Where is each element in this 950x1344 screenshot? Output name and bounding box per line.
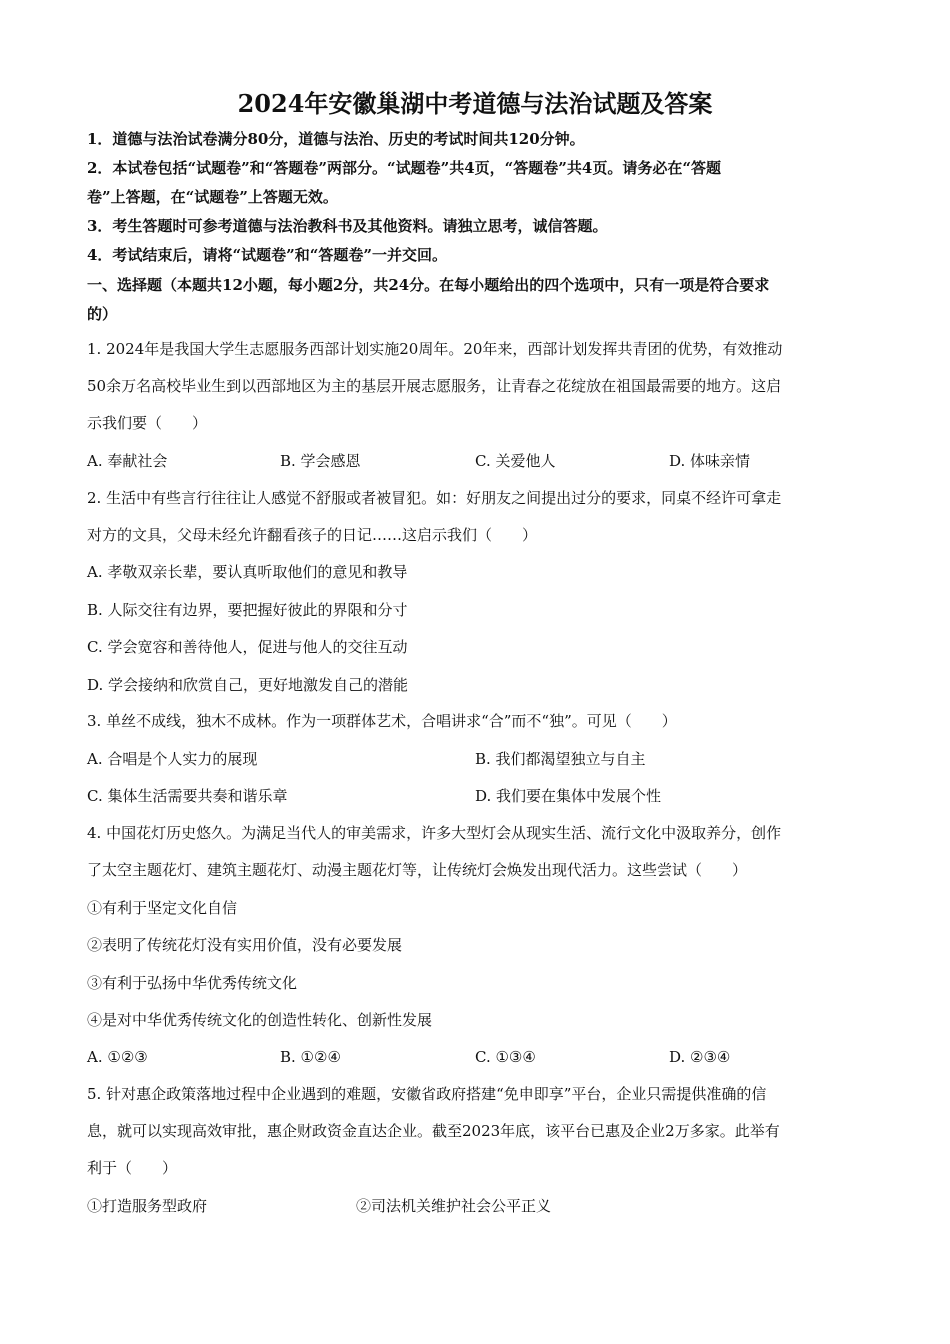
question-1-option-b: B. 学会感恩 xyxy=(280,452,361,470)
instruction-line: 1．道德与法治试卷满分80分，道德与法治、历史的考试时间共120分钟。 xyxy=(87,130,585,148)
section-heading: 的） xyxy=(87,305,118,323)
question-4-option-a: A. ①②③ xyxy=(87,1048,148,1066)
instruction-line: 3．考生答题时可参考道德与法治教科书及其他资料。请独立思考，诚信答题。 xyxy=(87,217,608,235)
instruction-line: 卷”上答题，在“试题卷”上答题无效。 xyxy=(87,188,338,206)
question-4-item: ①有利于坚定文化自信 xyxy=(87,899,238,917)
question-2-option-d: D. 学会接纳和欣赏自己，更好地激发自己的潜能 xyxy=(87,676,409,694)
question-2-option-c: C. 学会宽容和善待他人，促进与他人的交往互动 xyxy=(87,638,408,656)
question-2-text: 2. 生活中有些言行往往让人感觉不舒服或者被冒犯。如：好朋友之间提出过分的要求，同桌不经许可拿走 xyxy=(87,489,782,507)
page-title: 2024年安徽巢湖中考道德与法治试题及答案 xyxy=(237,89,713,118)
question-3-text: 3. 单丝不成线，独木不成林。作为一项群体艺术，合唱讲求“合”而不“独”。可见（ ） xyxy=(87,712,677,730)
question-5-item: ②司法机关维护社会公平正义 xyxy=(356,1197,552,1215)
instruction-line: 4．考试结束后，请将“试题卷”和“答题卷”一并交回。 xyxy=(87,246,447,264)
question-4-option-b: B. ①②④ xyxy=(280,1048,341,1066)
question-1-text: 50余万名高校毕业生到以西部地区为主的基层开展志愿服务，让青春之花绽放在祖国最需要的地方。这启 xyxy=(87,377,782,395)
question-2-option-a: A. 孝敬双亲长辈，要认真听取他们的意见和教导 xyxy=(87,563,408,581)
question-4-option-d: D. ②③④ xyxy=(669,1048,731,1066)
question-1-option-d: D. 体味亲情 xyxy=(669,452,751,470)
question-5-text: 利于（ ） xyxy=(87,1159,178,1177)
question-2-option-b: B. 人际交往有边界，要把握好彼此的界限和分寸 xyxy=(87,601,408,619)
question-2-text: 对方的文具，父母未经允许翻看孩子的日记……这启示我们（ ） xyxy=(87,526,538,544)
question-3-option-b: B. 我们都渴望独立与自主 xyxy=(475,750,646,768)
question-1-text: 1. 2024年是我国大学生志愿服务西部计划实施20周年。20年来，西部计划发挥共青团的优势，有效推动 xyxy=(87,340,783,358)
question-5-text: 5. 针对惠企政策落地过程中企业遇到的难题，安徽省政府搭建“免申即享”平台，企业只需提供准确的信 xyxy=(87,1085,767,1103)
question-4-item: ④是对中华优秀传统文化的创造性转化、创新性发展 xyxy=(87,1011,433,1029)
question-1-option-c: C. 关爱他人 xyxy=(475,452,556,470)
question-3-option-a: A. 合唱是个人实力的展现 xyxy=(87,750,258,768)
question-4-item: ②表明了传统花灯没有实用价值，没有必要发展 xyxy=(87,936,403,954)
question-4-item: ③有利于弘扬中华优秀传统文化 xyxy=(87,974,298,992)
question-5-item: ①打造服务型政府 xyxy=(87,1197,208,1215)
question-5-text: 息，就可以实现高效审批，惠企财政资金直达企业。截至2023年底，该平台已惠及企业2万多家。此举有 xyxy=(87,1122,780,1140)
question-3-option-c: C. 集体生活需要共奏和谐乐章 xyxy=(87,787,288,805)
question-4-text: 了太空主题花灯、建筑主题花灯、动漫主题花灯等，让传统灯会焕发出现代活力。这些尝试（ ） xyxy=(87,861,748,879)
question-4-option-c: C. ①③④ xyxy=(475,1048,536,1066)
instruction-line: 2．本试卷包括“试题卷”和“答题卷”两部分。“试题卷”共4页，“答题卷”共4页。请务必在“答题 xyxy=(87,159,721,177)
question-1-text: 示我们要（ ） xyxy=(87,414,208,432)
section-heading: 一、选择题（本题共12小题，每小题2分，共24分。在每小题给出的四个选项中，只有一项是符合要求 xyxy=(87,276,770,294)
question-3-option-d: D. 我们要在集体中发展个性 xyxy=(475,787,662,805)
question-4-text: 4. 中国花灯历史悠久。为满足当代人的审美需求，许多大型灯会从现实生活、流行文化中汲取养分，创作 xyxy=(87,824,782,842)
question-1-option-a: A. 奉献社会 xyxy=(87,452,168,470)
